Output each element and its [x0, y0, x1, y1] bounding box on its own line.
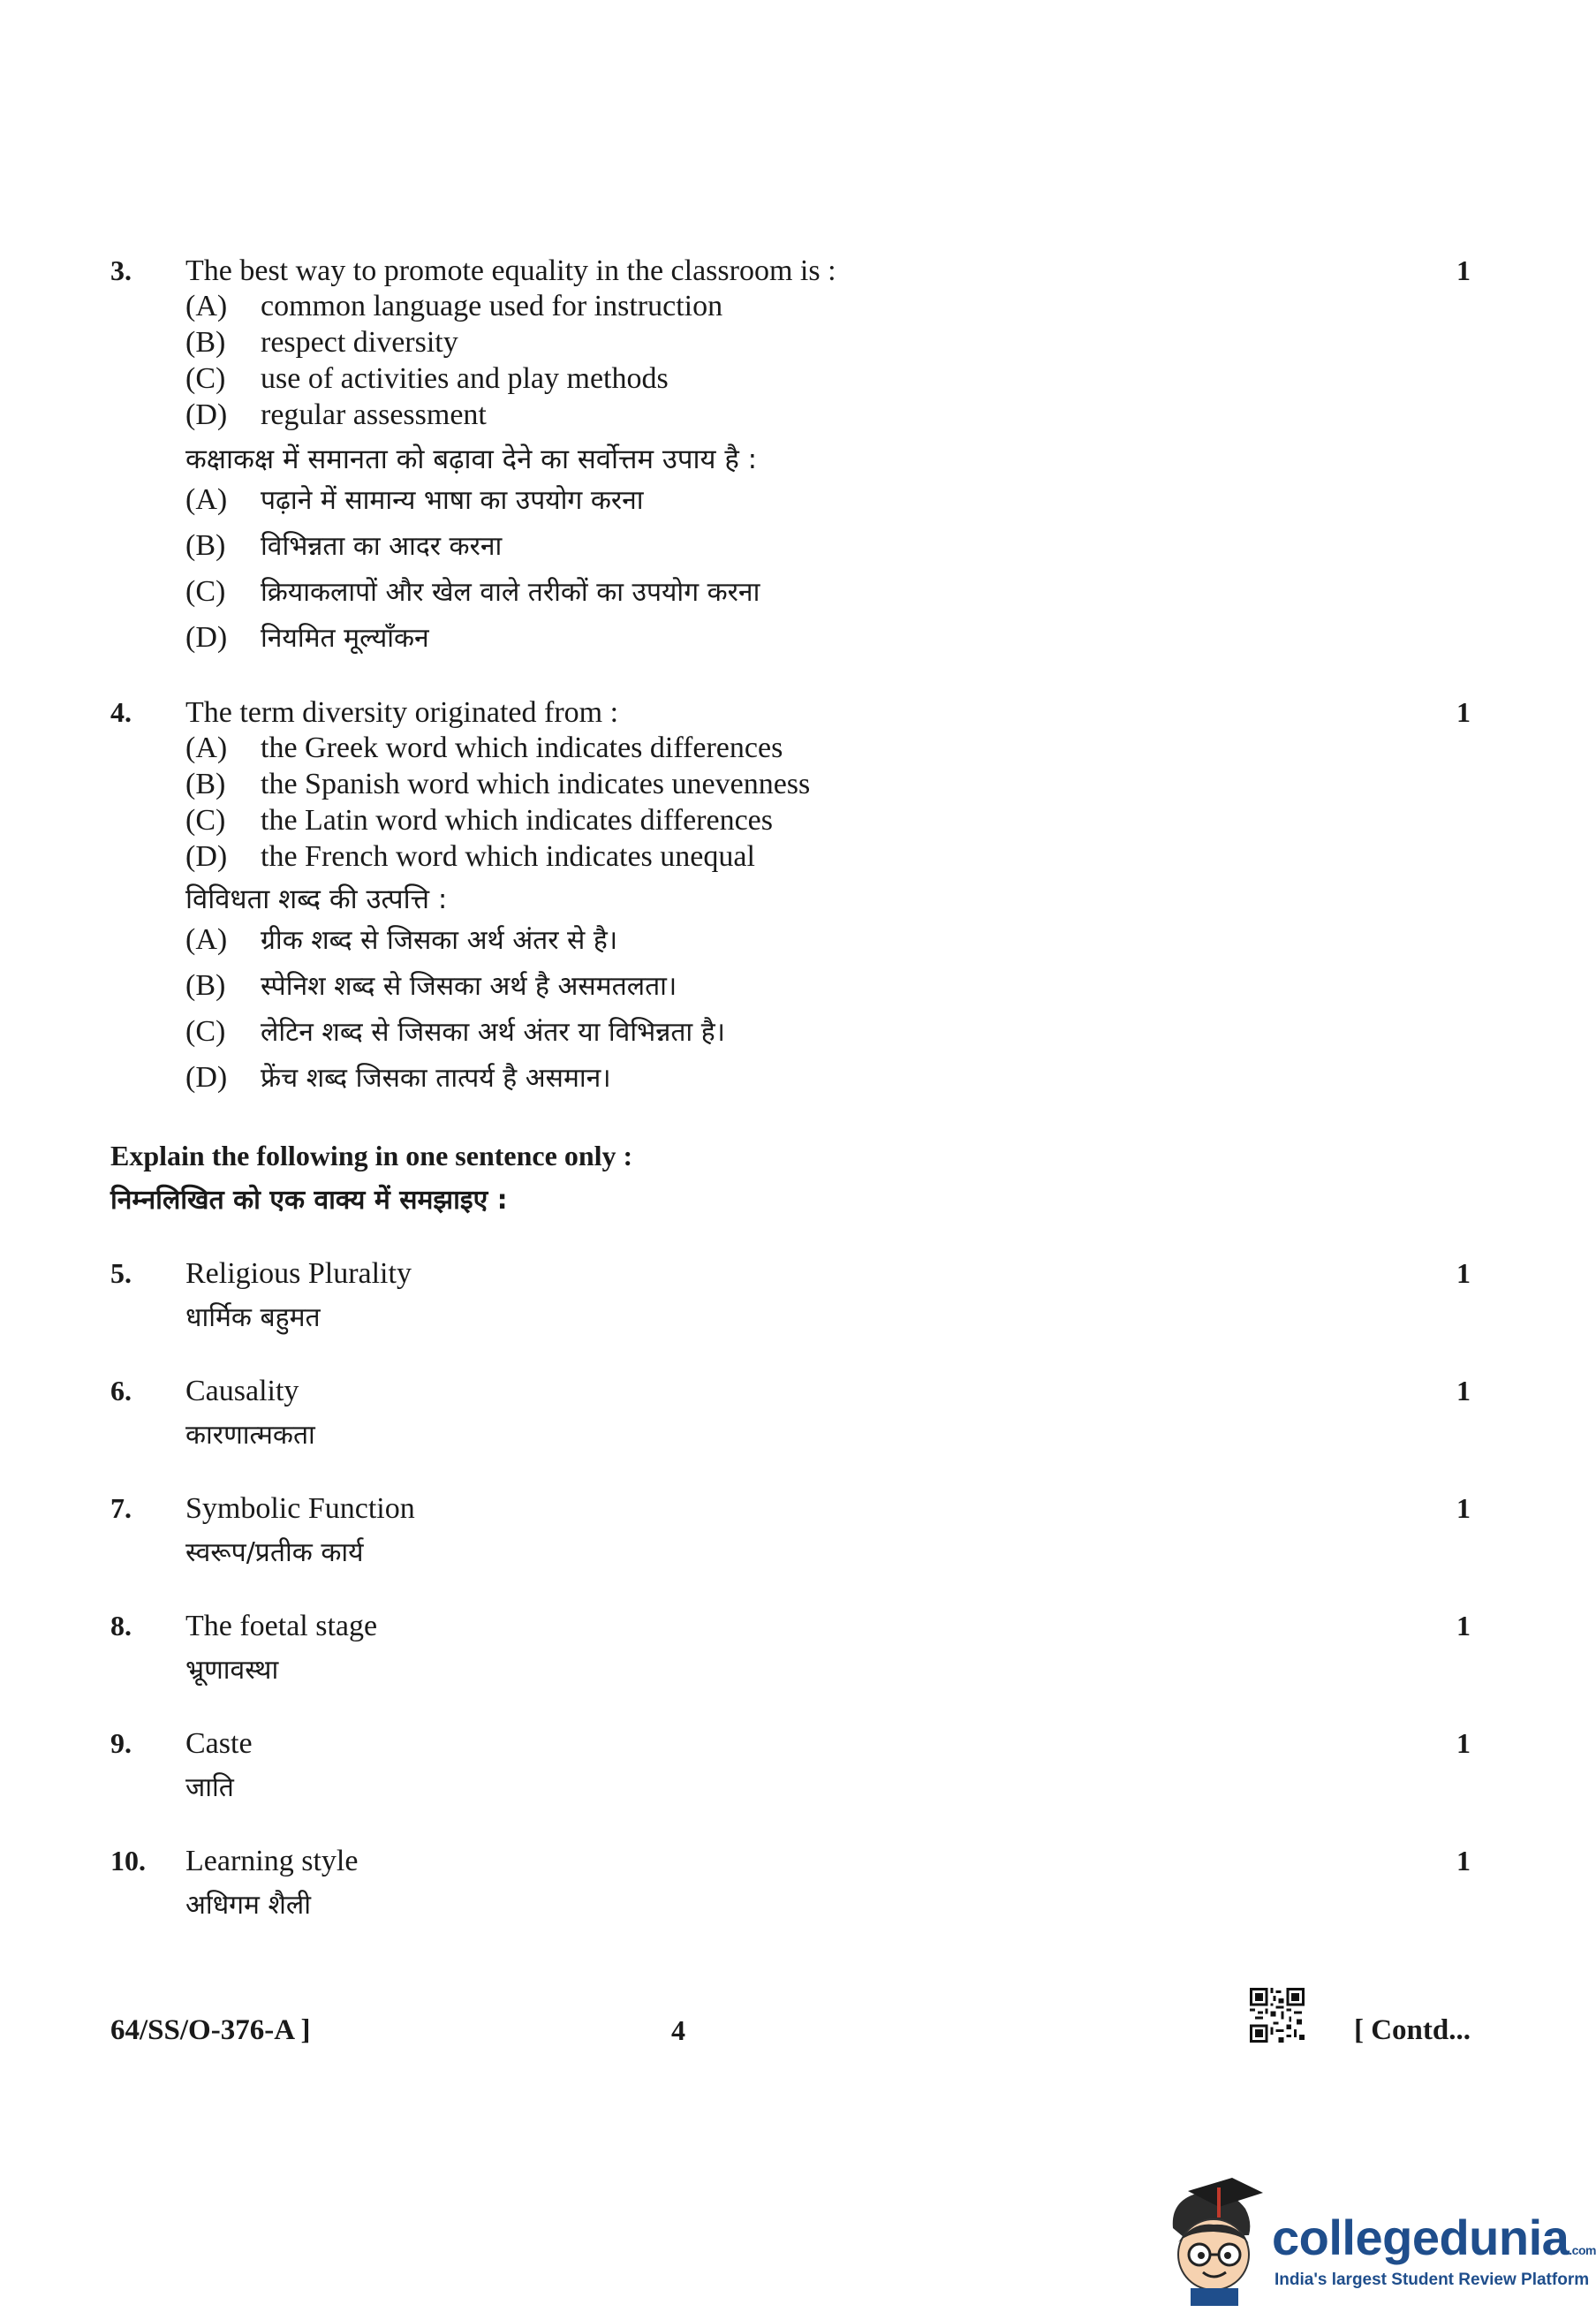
section-heading-hi: निम्नलिखित को एक वाक्य में समझाइए : [110, 1185, 508, 1216]
option-a-hi: (A) ग्रीक शब्द से जिसका अर्थ अंतर से है। [185, 923, 618, 956]
question-number: 6. [110, 1375, 132, 1406]
question-10 [110, 1845, 1471, 1924]
question-text-hi: कक्षाकक्ष में समानता को बढ़ावा देने का सर्वोत्तम उपाय है : [185, 444, 758, 475]
option-c: (C) use of activities and play methods [185, 362, 669, 395]
question-6 [110, 1375, 1471, 1454]
term-hi: स्वरूप/प्रतीक कार्य [185, 1537, 364, 1568]
option-b: (B) respect diversity [185, 326, 458, 359]
question-4 [110, 696, 1471, 1103]
page-number: 4 [671, 2014, 685, 2046]
option-c-hi: (C) लेटिन शब्द से जिसका अर्थ अंतर या विभिन्नता है। [185, 1015, 726, 1048]
question-5 [110, 1257, 1471, 1337]
options-en [185, 730, 810, 875]
option-a: (A) the Greek word which indicates differences [185, 732, 783, 764]
question-8 [110, 1610, 1471, 1689]
qr-code-icon [1250, 1988, 1305, 2043]
page-footer [110, 2014, 1471, 2058]
option-b-hi: (B) विभिन्नता का आदर करना [185, 529, 503, 562]
term-en: Symbolic Function [185, 1492, 415, 1525]
question-marks: 1 [1456, 1257, 1471, 1289]
question-marks: 1 [1456, 1375, 1471, 1406]
question-number: 8. [110, 1610, 132, 1641]
brand-name: collegedunia.com [1272, 2210, 1596, 2265]
question-text-en: The term diversity originated from : [185, 696, 619, 729]
term-hi: जाति [185, 1772, 234, 1803]
question-marks: 1 [1456, 254, 1471, 286]
question-marks: 1 [1456, 1610, 1471, 1641]
question-number: 4. [110, 696, 132, 728]
options-hi [185, 477, 760, 661]
question-marks: 1 [1456, 1492, 1471, 1524]
option-c: (C) the Latin word which indicates differences [185, 804, 773, 837]
option-d: (D) regular assessment [185, 398, 487, 431]
term-en: Religious Plurality [185, 1257, 412, 1290]
options-en [185, 288, 722, 433]
term-hi: भ्रूणावस्था [185, 1655, 279, 1686]
option-d: (D) the French word which indicates unequal [185, 840, 755, 873]
option-a-hi: (A) पढ़ाने में सामान्य भाषा का उपयोग करना [185, 483, 644, 516]
option-d-hi: (D) नियमित मूल्याँकन [185, 621, 429, 654]
collegedunia-logo [1157, 2173, 1596, 2306]
question-number: 10. [110, 1845, 146, 1876]
term-en: Learning style [185, 1845, 359, 1877]
options-hi [185, 917, 725, 1101]
option-b: (B) the Spanish word which indicates unevenness [185, 768, 811, 800]
continued-label: [ Contd... [1353, 2014, 1471, 2046]
option-a: (A) common language used for instruction [185, 290, 723, 322]
question-7 [110, 1492, 1471, 1572]
paper-code: 64/SS/O-376-A ] [110, 2014, 311, 2046]
option-c-hi: (C) क्रियाकलापों और खेल वाले तरीकों का उपयोग करना [185, 575, 760, 608]
question-number: 7. [110, 1492, 132, 1524]
term-hi: धार्मिक बहुमत [185, 1302, 321, 1333]
question-marks: 1 [1456, 1727, 1471, 1759]
question-text-hi: विविधता शब्द की उत्पत्ति : [185, 883, 448, 915]
question-3 [110, 254, 1471, 661]
term-hi: कारणात्मकता [185, 1420, 315, 1451]
question-number: 5. [110, 1257, 132, 1289]
question-number: 3. [110, 254, 132, 286]
term-en: The foetal stage [185, 1610, 378, 1642]
option-d-hi: (D) फ्रेंच शब्द जिसका तात्पर्य है असमान। [185, 1061, 611, 1094]
term-hi: अधिगम शैली [185, 1890, 312, 1921]
question-text-en: The best way to promote equality in the classroom is : [185, 254, 836, 287]
question-number: 9. [110, 1727, 132, 1759]
option-b-hi: (B) स्पेनिश शब्द से जिसका अर्थ है असमतलता। [185, 969, 677, 1002]
question-marks: 1 [1456, 696, 1471, 728]
student-mascot-icon [1157, 2173, 1272, 2306]
term-en: Caste [185, 1727, 253, 1760]
brand-tagline: India's largest Student Review Platform [1275, 2271, 1590, 2289]
term-en: Causality [185, 1375, 299, 1407]
question-marks: 1 [1456, 1845, 1471, 1876]
question-9 [110, 1727, 1471, 1807]
section-heading-en: Explain the following in one sentence only : [110, 1140, 633, 1171]
